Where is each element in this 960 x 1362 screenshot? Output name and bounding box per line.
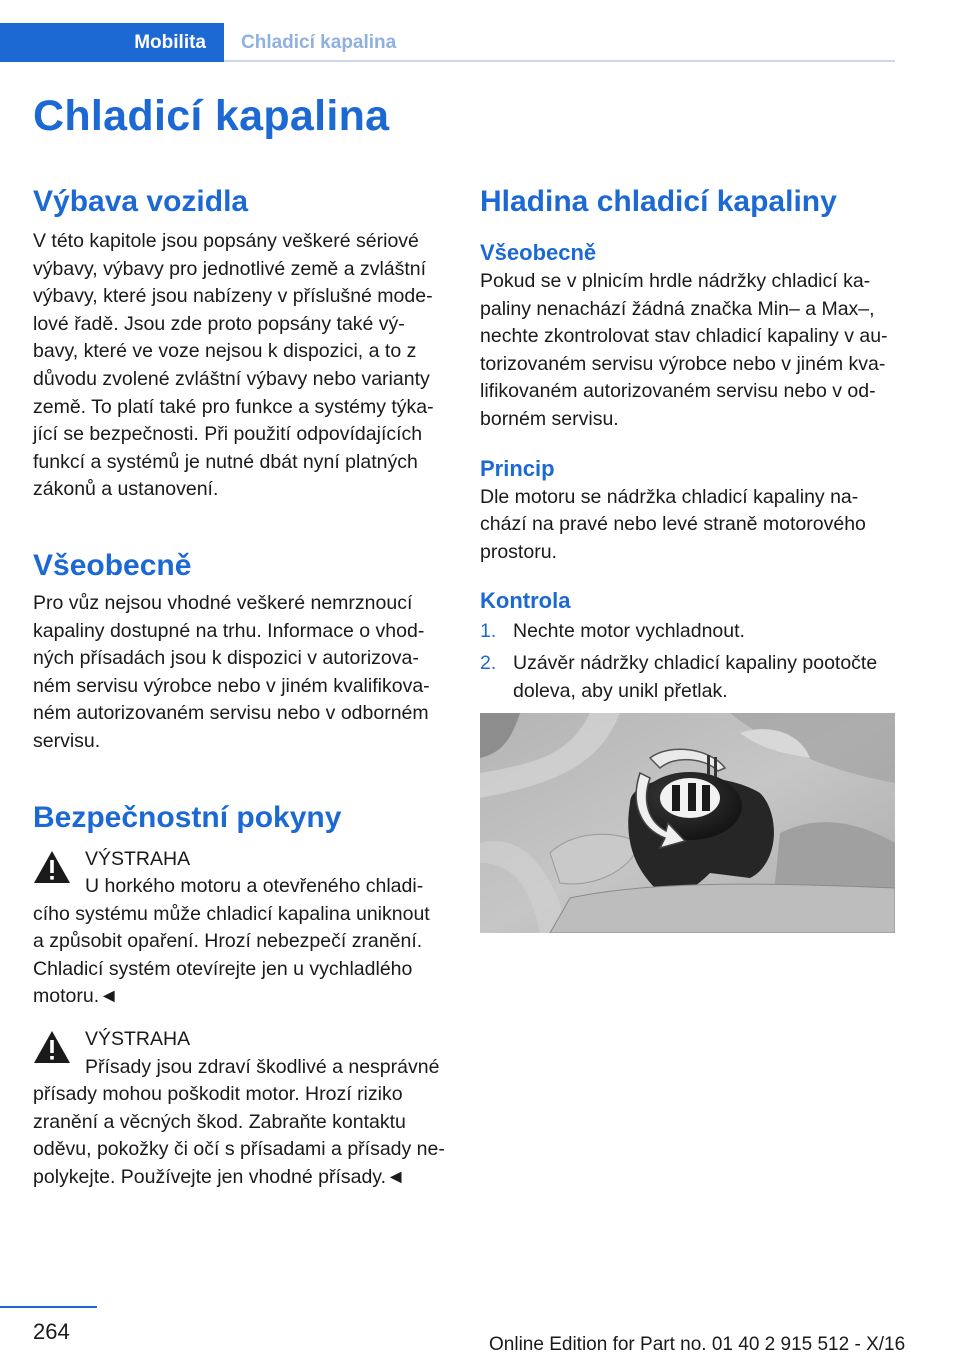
- section-heading-vseobecne: Všeobecně: [33, 548, 192, 582]
- subheading-kontrola: Kontrola: [480, 588, 571, 614]
- list-item: [480, 618, 895, 646]
- left-column: [33, 182, 445, 1192]
- page-number: 264: [33, 1319, 70, 1344]
- warning-triangle-icon: [33, 850, 71, 884]
- footer-divider: [0, 1306, 97, 1308]
- subheading-vseobecne: Všeobecně: [480, 240, 597, 265]
- page-header: [0, 0, 895, 62]
- warning-text-line: Přísady jsou zdraví škodlivé a nesprávné: [85, 1055, 440, 1078]
- coolant-cap-photo: [480, 713, 895, 933]
- edition-note: Online Edition for Part no. 01 40 2 915 512 - X/16: [489, 1334, 906, 1355]
- step-text: Uzávěr nádržky chladicí kapaliny pootočte doleva, aby unikl přetlak.: [513, 651, 878, 702]
- warning-triangle-icon: [33, 1030, 71, 1064]
- step-text: Nechte motor vychladnout.: [513, 620, 745, 643]
- warning-text: přísady mohou poškodit motor. Hrozí riziko zranění a věcných škod. Zabraňte kontaktu oděvu, pokožky či očí s přísadami a přísady ne‐polykejte. Používejte jen vhodné přísady.◄: [33, 1083, 445, 1189]
- steps-list: [480, 618, 895, 705]
- section-heading-vybava: Výbava vozidla: [33, 185, 249, 218]
- tab-chladici-kapalina[interactable]: Chladicí kapalina: [241, 31, 397, 53]
- step-number: 1.: [480, 620, 497, 643]
- right-column: [480, 182, 895, 705]
- step-number: 2.: [480, 651, 497, 674]
- section-heading-bezpecnost: Bezpečnostní pokyny: [33, 800, 342, 834]
- warning-text: cího systému může chladicí kapalina uniknout a způsobit opaření. Hrozí nebezpečí zranění. Chladicí systém otevírejte jen u vychladlého motoru.◄: [33, 902, 430, 1008]
- section-heading-hladina: Hladina chladicí kapaliny: [480, 185, 837, 218]
- section-text-vseobecne: Pro vůz nejsou vhodné veškeré nemrznoucí kapaliny dostupné na trhu. Informace o vhod‐ných přísadách jsou k dispozici v autorizova‐ném servisu výrobce nebo v jiném kvalifikova‐ném autorizovaném servisu nebo v odborném servisu.: [33, 591, 430, 752]
- text-princip: Dle motoru se nádržka chladicí kapaliny na‐chází na pravé nebo levé straně motorového prostoru.: [480, 485, 866, 563]
- header-divider: [224, 60, 895, 62]
- tab-mobilita[interactable]: Mobilita: [0, 23, 224, 62]
- warning-title: VÝSTRAHA: [85, 847, 191, 870]
- warning-block-2: [33, 1026, 445, 1192]
- warning-block-1: [33, 846, 445, 1012]
- subheading-princip: Princip: [480, 455, 555, 481]
- warning-text-line: U horkého motoru a otevřeného chladi‐: [85, 875, 424, 898]
- warning-title: VÝSTRAHA: [85, 1028, 191, 1051]
- section-text-vybava: V této kapitole jsou popsány veškeré sériové výbavy, výbavy pro jednotlivé země a zvláštní výbavy, které jsou nabízeny v příslušné mode‐lové řadě. Jsou zde proto popsány také vý‐bavy, které ve voze nejsou k dispozici, a to z důvodu zvolené zvláštní výbavy nebo varianty země. To platí také pro funkce a systémy týka‐jící se bezpečnosti. Při použití odpovídajících funkcí a systémů je nutné dbát nyní platných zákonů a ustanovení.: [33, 230, 434, 501]
- page-title: Chladicí kapalina: [33, 92, 390, 140]
- list-item: [480, 650, 895, 705]
- text-vseobecne: Pokud se v plnicím hrdle nádržky chladicí ka‐paliny nenachází žádná značka Min– a Max–, nechte zkontrolovat stav chladicí kapaliny v au‐torizovaném servisu výrobce nebo v jiném kva‐lifikovaném autorizovaném servisu nebo v od‐borném servisu.: [480, 270, 888, 430]
